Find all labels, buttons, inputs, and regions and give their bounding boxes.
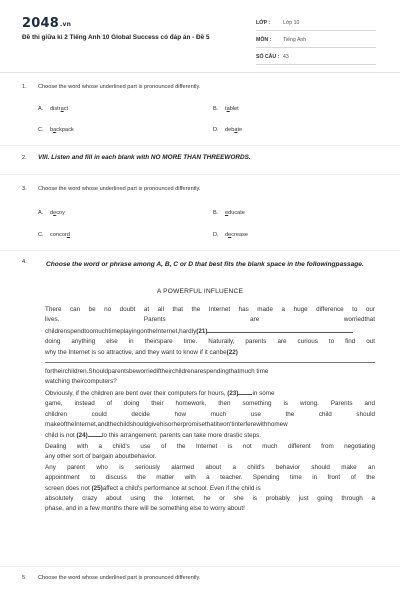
option-underlined: d	[66, 232, 70, 238]
q1-option-a[interactable]	[38, 106, 68, 112]
option-letter: B.	[213, 210, 219, 216]
question-number: 5.	[22, 575, 27, 581]
passage-line	[45, 326, 375, 337]
passage-line: makeoftheInternet,andthechildshouldgivehisorherpromisethatitwon'tinterferewithhomew	[45, 421, 288, 429]
option-underlined: a	[234, 127, 238, 133]
question-number: 3.	[22, 186, 27, 192]
option-text: d	[50, 210, 54, 216]
passage-line: any other sort of bargain aboutbehavior.	[45, 453, 157, 461]
option-text: blet	[229, 106, 239, 112]
passage-line: Dealing with a child's use of the Internet is not much different from negotiating	[45, 442, 375, 450]
meta-key: SỐ CÂU :	[256, 54, 280, 60]
meta-class	[256, 18, 376, 31]
passage-line: lives. Parents are worriedthat	[45, 316, 375, 324]
reading-passage	[45, 305, 375, 515]
passage-line: Any parent who is seriously alarmed about a child's behavior should make an	[45, 463, 375, 471]
passage-line	[45, 430, 375, 441]
question-text: Choose the word whose underlined part is pronounced differently.	[38, 84, 201, 90]
question-separator	[0, 174, 400, 175]
option-letter: C.	[38, 127, 44, 133]
option-letter: D.	[213, 232, 219, 238]
option-text: concor	[50, 232, 67, 238]
option-text: coy	[56, 210, 65, 216]
option-text: crease	[231, 232, 249, 238]
option-text: ducate	[228, 210, 245, 216]
q1-option-c[interactable]	[38, 127, 74, 133]
passage-text: why the Internet is so attractive, and they want to know if it canbe	[45, 348, 227, 356]
question-instruction: Choose the word or phrase among A, B, C or D that best fits the blank space in the followingpassage.	[46, 261, 364, 268]
meta-subject	[256, 35, 376, 48]
blank-22[interactable]	[45, 362, 375, 363]
option-text: t	[225, 106, 227, 112]
option-text: deb	[225, 127, 235, 133]
question-separator	[0, 566, 400, 567]
meta-key: LỚP :	[256, 20, 271, 26]
question-text: VIII. Listen and fill in each blank with NO MORE THAN THREEWORDS.	[38, 154, 251, 161]
passage-text: Obviously, if the children are bent over their computers for hours,	[45, 389, 226, 397]
site-logo[interactable]	[22, 16, 71, 31]
passage-line: game, instead of doing their homework, then something is wrong. Parents and	[45, 400, 375, 408]
option-text: ckpack	[56, 127, 74, 133]
passage-line: watching theircomputers?	[45, 378, 117, 386]
meta-key: MÔN :	[256, 37, 272, 43]
q3-option-c[interactable]	[38, 232, 70, 238]
logo-suffix: .vn	[59, 21, 72, 28]
option-letter: B.	[213, 106, 219, 112]
passage-line	[45, 484, 375, 494]
passage-text: childrenspendtoomuchtimeplayingontheInternet,hardly	[45, 327, 197, 335]
question-number: 1.	[22, 84, 27, 90]
q1-option-d[interactable]	[213, 127, 242, 133]
option-underlined: a	[60, 106, 64, 112]
option-underlined: e	[53, 210, 57, 216]
option-text: ct	[63, 106, 69, 112]
header-divider	[0, 72, 400, 73]
q3-option-b[interactable]	[213, 210, 245, 216]
option-text: b	[50, 127, 54, 133]
passage-text: affect a child's performance at school. Even if the child is	[102, 484, 261, 492]
meta-value: Lớp 10	[283, 20, 300, 26]
option-letter: C.	[38, 232, 44, 238]
passage-line: doing anything else in theirspare time. Naturally, parents are curious to find out	[45, 338, 375, 346]
meta-value: Tiếng Anh	[283, 37, 307, 43]
question-separator	[0, 250, 400, 251]
option-text: te	[237, 127, 243, 133]
passage-text: to this arrangement, parents can take more drastic steps.	[101, 432, 261, 440]
passage-text: child is not	[45, 432, 75, 440]
blank-number: (22)	[226, 348, 238, 356]
passage-line: phase, and in a few months there will be something else to worry about!	[45, 505, 245, 513]
question-number: 2.	[22, 155, 27, 161]
option-underlined: a	[53, 127, 57, 133]
passage-line: absolutely crazy about using the Internet, he or she is probably just going through a	[45, 494, 375, 502]
blank-number: (23)	[227, 389, 239, 397]
passage-text: screen does not	[45, 484, 90, 492]
passage-line: children could decide how much use the child should	[45, 410, 375, 418]
passage-title: A POWERFUL INFLUENCE	[156, 288, 244, 295]
question-number: 4.	[22, 259, 27, 265]
logo-text: 2048	[22, 16, 59, 31]
passage-line: appointment to discuss the matter with a teacher. Spending time in front of the	[45, 474, 375, 482]
blank-number: (24)	[76, 432, 88, 440]
option-text: distr	[50, 106, 61, 112]
blank-23[interactable]	[238, 388, 252, 395]
document-meta	[256, 18, 376, 69]
q3-option-d[interactable]	[213, 232, 248, 238]
passage-text: in some	[252, 389, 275, 397]
option-underlined: a	[226, 106, 230, 112]
q3-option-a[interactable]	[38, 210, 65, 216]
blank-number: (25)	[91, 484, 103, 492]
question-text: Choose the word whose underlined part is pronounced differently.	[38, 575, 201, 581]
option-underlined: e	[225, 210, 229, 216]
meta-question-count	[256, 52, 376, 65]
passage-line: There can be no doubt at all that the Internet has made a huge difference to our	[45, 306, 375, 313]
passage-line: fortheirchildren.Shouldparentsbeworriediftheirchildrenarespendingthatmuch time	[45, 368, 269, 376]
passage-line	[45, 348, 375, 358]
blank-24[interactable]	[88, 430, 102, 437]
option-letter: A.	[38, 210, 44, 216]
document-title: Đề thi giữa kì 2 Tiếng Anh 10 Global Success có đáp án - Đề 5	[22, 34, 210, 41]
option-underlined: e	[228, 232, 232, 238]
question-separator	[0, 145, 400, 146]
q1-option-b[interactable]	[213, 106, 239, 112]
option-text: d	[225, 232, 229, 238]
blank-21[interactable]	[207, 326, 353, 333]
option-letter: D.	[213, 127, 219, 133]
option-letter: A.	[38, 106, 44, 112]
blank-number: (21)	[196, 327, 208, 335]
passage-line	[45, 388, 375, 399]
page-header	[0, 0, 400, 70]
question-text: Choose the word whose underlined part is pronounced differently.	[38, 186, 201, 192]
meta-value: 43	[283, 54, 289, 60]
